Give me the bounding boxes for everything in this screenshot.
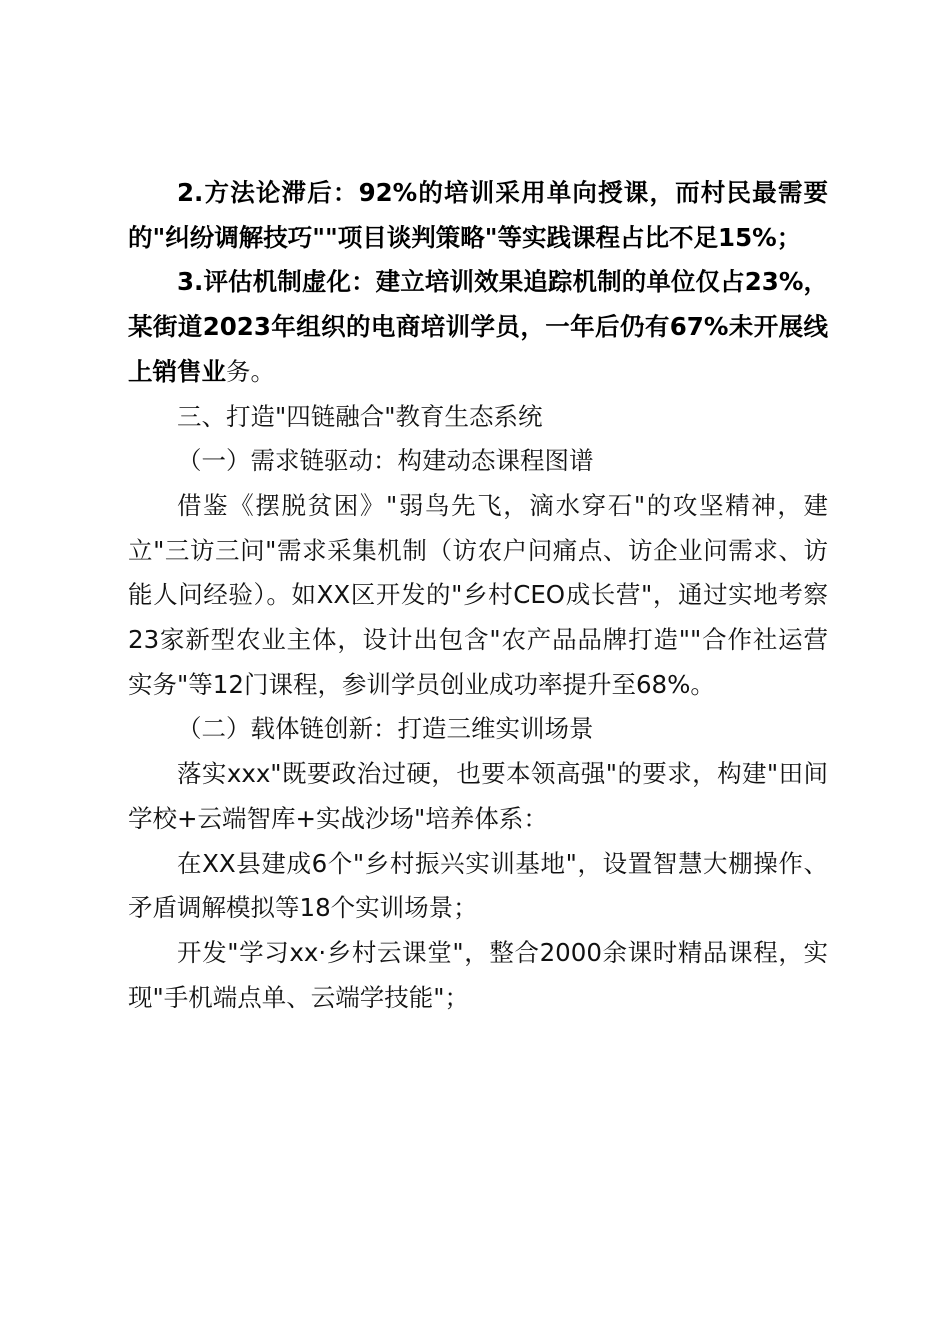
paragraph-training-bases [128, 842, 828, 931]
paragraph-methodology-lag [128, 171, 828, 260]
subsection-heading-two [128, 707, 828, 752]
heading-text: （一）需求链驱动：构建动态课程图谱 [177, 446, 594, 476]
section-heading-three [128, 395, 828, 440]
paragraph-carrier-chain [128, 752, 828, 841]
subsection-heading-one [128, 439, 828, 484]
paragraph-text: 开发"学习xx·乡村云课堂"，整合2000余课时精品课程，实现"手机端点单、云端学技能"； [128, 937, 828, 1012]
paragraph-text: 务。 [226, 356, 275, 386]
paragraph-cloud-classroom [128, 931, 828, 1020]
paragraph-demand-chain [128, 484, 828, 708]
document-body [128, 171, 828, 1020]
heading-text: 三、打造"四链融合"教育生态系统 [177, 401, 543, 431]
paragraph-evaluation-mechanism [128, 260, 828, 394]
paragraph-text: 落实xxx"既要政治过硬，也要本领高强"的要求，构建"田间学校+云端智库+实战沙场"培养体系： [128, 759, 828, 833]
paragraph-text: 在XX县建成6个"乡村振兴实训基地"，设置智慧大棚操作、矛盾调解模拟等18个实训场景； [128, 848, 828, 923]
paragraph-bold-text: 3.评估机制虚化：建立培训效果追踪机制的单位仅占23%，某街道2023年组织的电商培训学员，一年后仍有67%未开展线上销售业 [128, 267, 828, 386]
heading-text: （二）载体链创新：打造三维实训场景 [177, 714, 594, 744]
paragraph-bold-text: 2.方法论滞后：92%的培训采用单向授课，而村民最需要的"纠纷调解技巧""项目谈判策略"等实践课程占比不足15%； [128, 178, 828, 252]
paragraph-text: 借鉴《摆脱贫困》"弱鸟先飞，滴水穿石"的攻坚精神，建立"三访三问"需求采集机制（访农户问痛点、访企业问需求、访能人问经验）。如XX区开发的"乡村CEO成长营"，通过实地考察23家新型农业主体，设计出包含"农产品品牌打造""合作社运营实务"等12门课程，参训学员创业成功率提升至68%。 [128, 490, 828, 699]
